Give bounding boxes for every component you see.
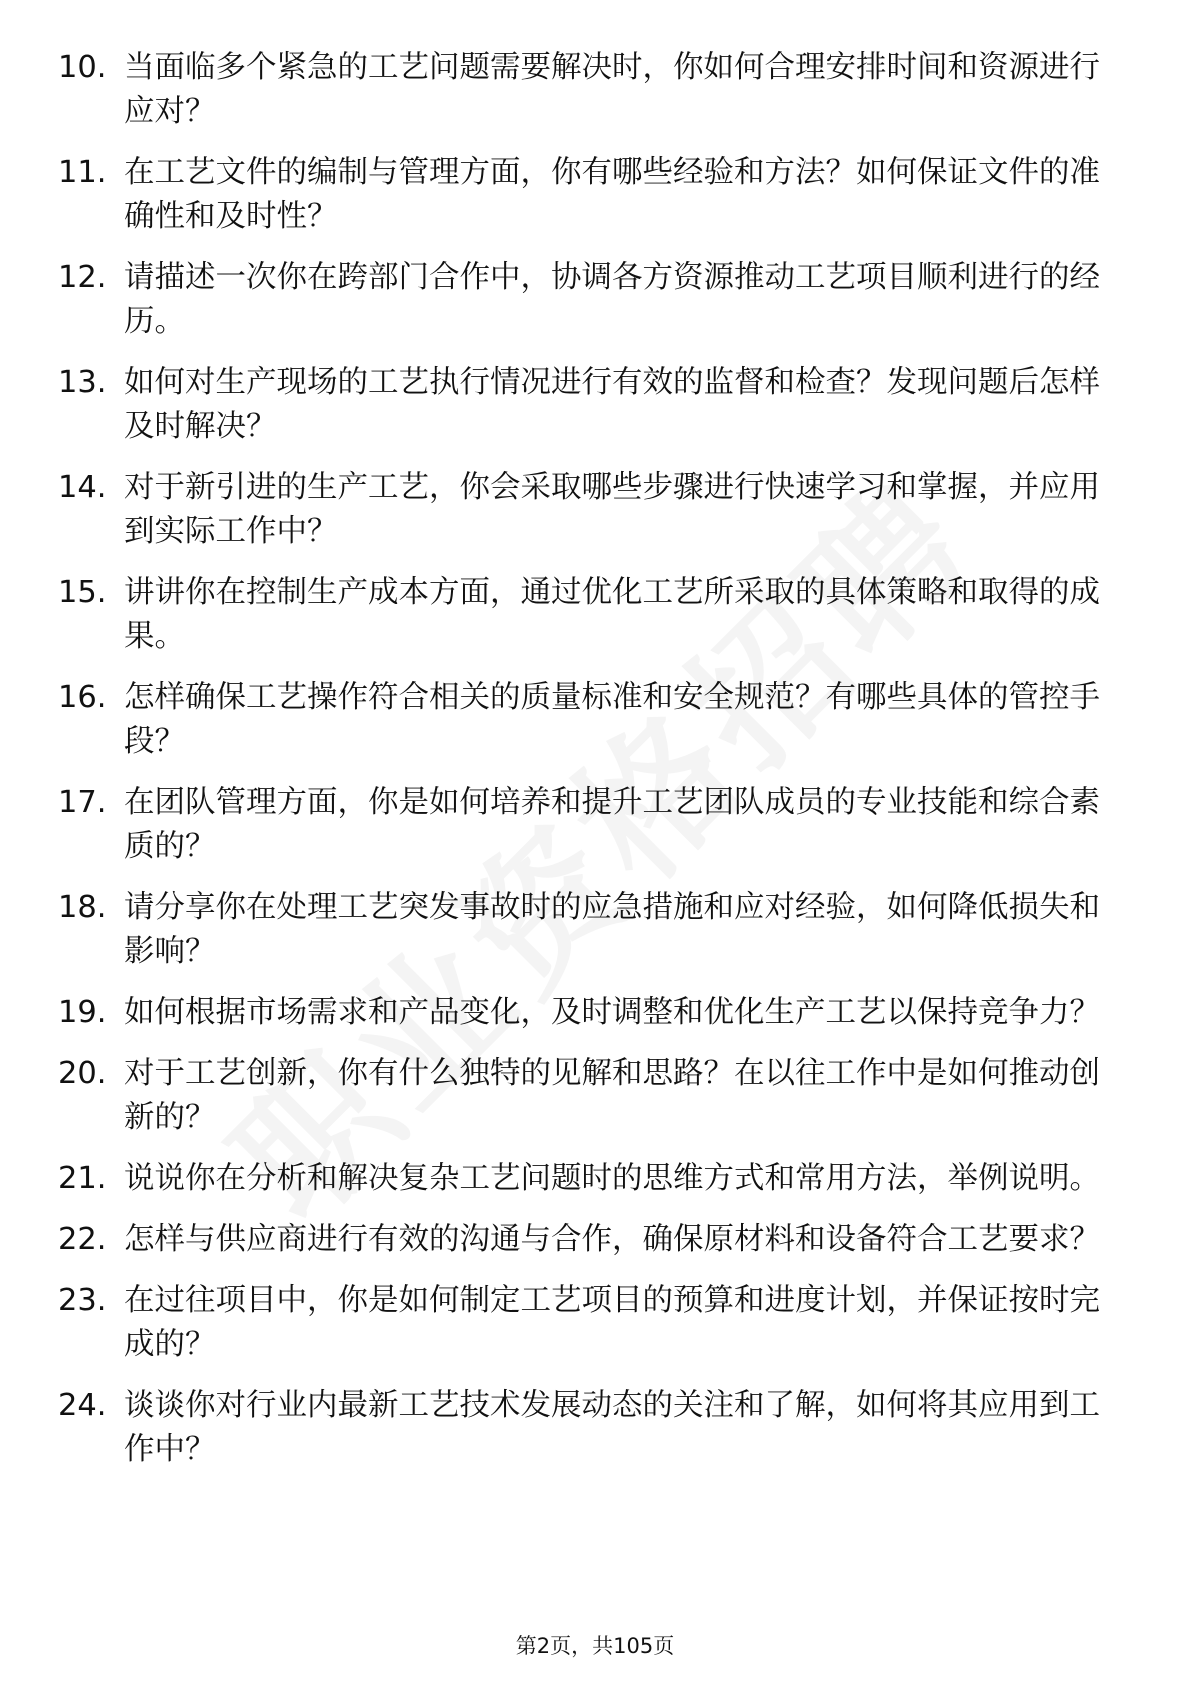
question-item-17: [58, 781, 1118, 869]
question-number: 19.: [58, 995, 107, 1030]
question-text: 怎样与供应商进行有效的沟通与合作，确保原材料和设备符合工艺要求？: [124, 1222, 1100, 1257]
question-number: 15.: [58, 575, 107, 610]
question-text: 在团队管理方面，你是如何培养和提升工艺团队成员的专业技能和综合素质的？: [124, 785, 1100, 864]
question-number: 18.: [58, 890, 107, 925]
question-item-18: [58, 886, 1118, 974]
question-item-16: [58, 676, 1118, 764]
question-item-19: [58, 991, 1118, 1035]
question-list: [58, 46, 1118, 1489]
question-item-22: [58, 1218, 1118, 1262]
question-number: 11.: [58, 155, 107, 190]
question-item-15: [58, 571, 1118, 659]
question-number: 14.: [58, 470, 107, 505]
question-item-13: [58, 361, 1118, 449]
question-text: 对于新引进的生产工艺，你会采取哪些步骤进行快速学习和掌握，并应用到实际工作中？: [124, 470, 1100, 549]
question-number: 20.: [58, 1056, 107, 1091]
question-text: 怎样确保工艺操作符合相关的质量标准和安全规范？有哪些具体的管控手段？: [124, 680, 1100, 759]
question-number: 10.: [58, 50, 107, 85]
question-number: 24.: [58, 1388, 107, 1423]
question-text: 在过往项目中，你是如何制定工艺项目的预算和进度计划，并保证按时完成的？: [124, 1283, 1100, 1362]
page-footer: [0, 1630, 1190, 1660]
question-text: 讲讲你在控制生产成本方面，通过优化工艺所采取的具体策略和取得的成果。: [124, 575, 1100, 654]
question-number: 17.: [58, 785, 107, 820]
question-text: 如何对生产现场的工艺执行情况进行有效的监督和检查？发现问题后怎样及时解决？: [124, 365, 1100, 444]
question-text: 在工艺文件的编制与管理方面，你有哪些经验和方法？如何保证文件的准确性和及时性？: [124, 155, 1100, 234]
question-item-10: [58, 46, 1118, 134]
question-number: 22.: [58, 1222, 107, 1257]
question-item-21: [58, 1157, 1118, 1201]
question-item-14: [58, 466, 1118, 554]
question-item-11: [58, 151, 1118, 239]
question-number: 13.: [58, 365, 107, 400]
question-text: 说说你在分析和解决复杂工艺问题时的思维方式和常用方法，举例说明。: [124, 1161, 1100, 1196]
question-text: 当面临多个紧急的工艺问题需要解决时，你如何合理安排时间和资源进行应对？: [124, 50, 1100, 129]
question-item-23: [58, 1279, 1118, 1367]
question-item-12: [58, 256, 1118, 344]
question-text: 谈谈你对行业内最新工艺技术发展动态的关注和了解，如何将其应用到工作中？: [124, 1388, 1100, 1467]
question-item-20: [58, 1052, 1118, 1140]
question-text: 请分享你在处理工艺突发事故时的应急措施和应对经验，如何降低损失和影响？: [124, 890, 1100, 969]
question-item-24: [58, 1384, 1118, 1472]
question-number: 12.: [58, 260, 107, 295]
question-number: 23.: [58, 1283, 107, 1318]
question-number: 21.: [58, 1161, 107, 1196]
page-number-label: 第2页，共105页: [515, 1634, 675, 1658]
question-number: 16.: [58, 680, 107, 715]
question-text: 如何根据市场需求和产品变化，及时调整和优化生产工艺以保持竞争力？: [124, 995, 1100, 1030]
question-text: 对于工艺创新，你有什么独特的见解和思路？在以往工作中是如何推动创新的？: [124, 1056, 1100, 1135]
question-text: 请描述一次你在跨部门合作中，协调各方资源推动工艺项目顺利进行的经历。: [124, 260, 1100, 339]
